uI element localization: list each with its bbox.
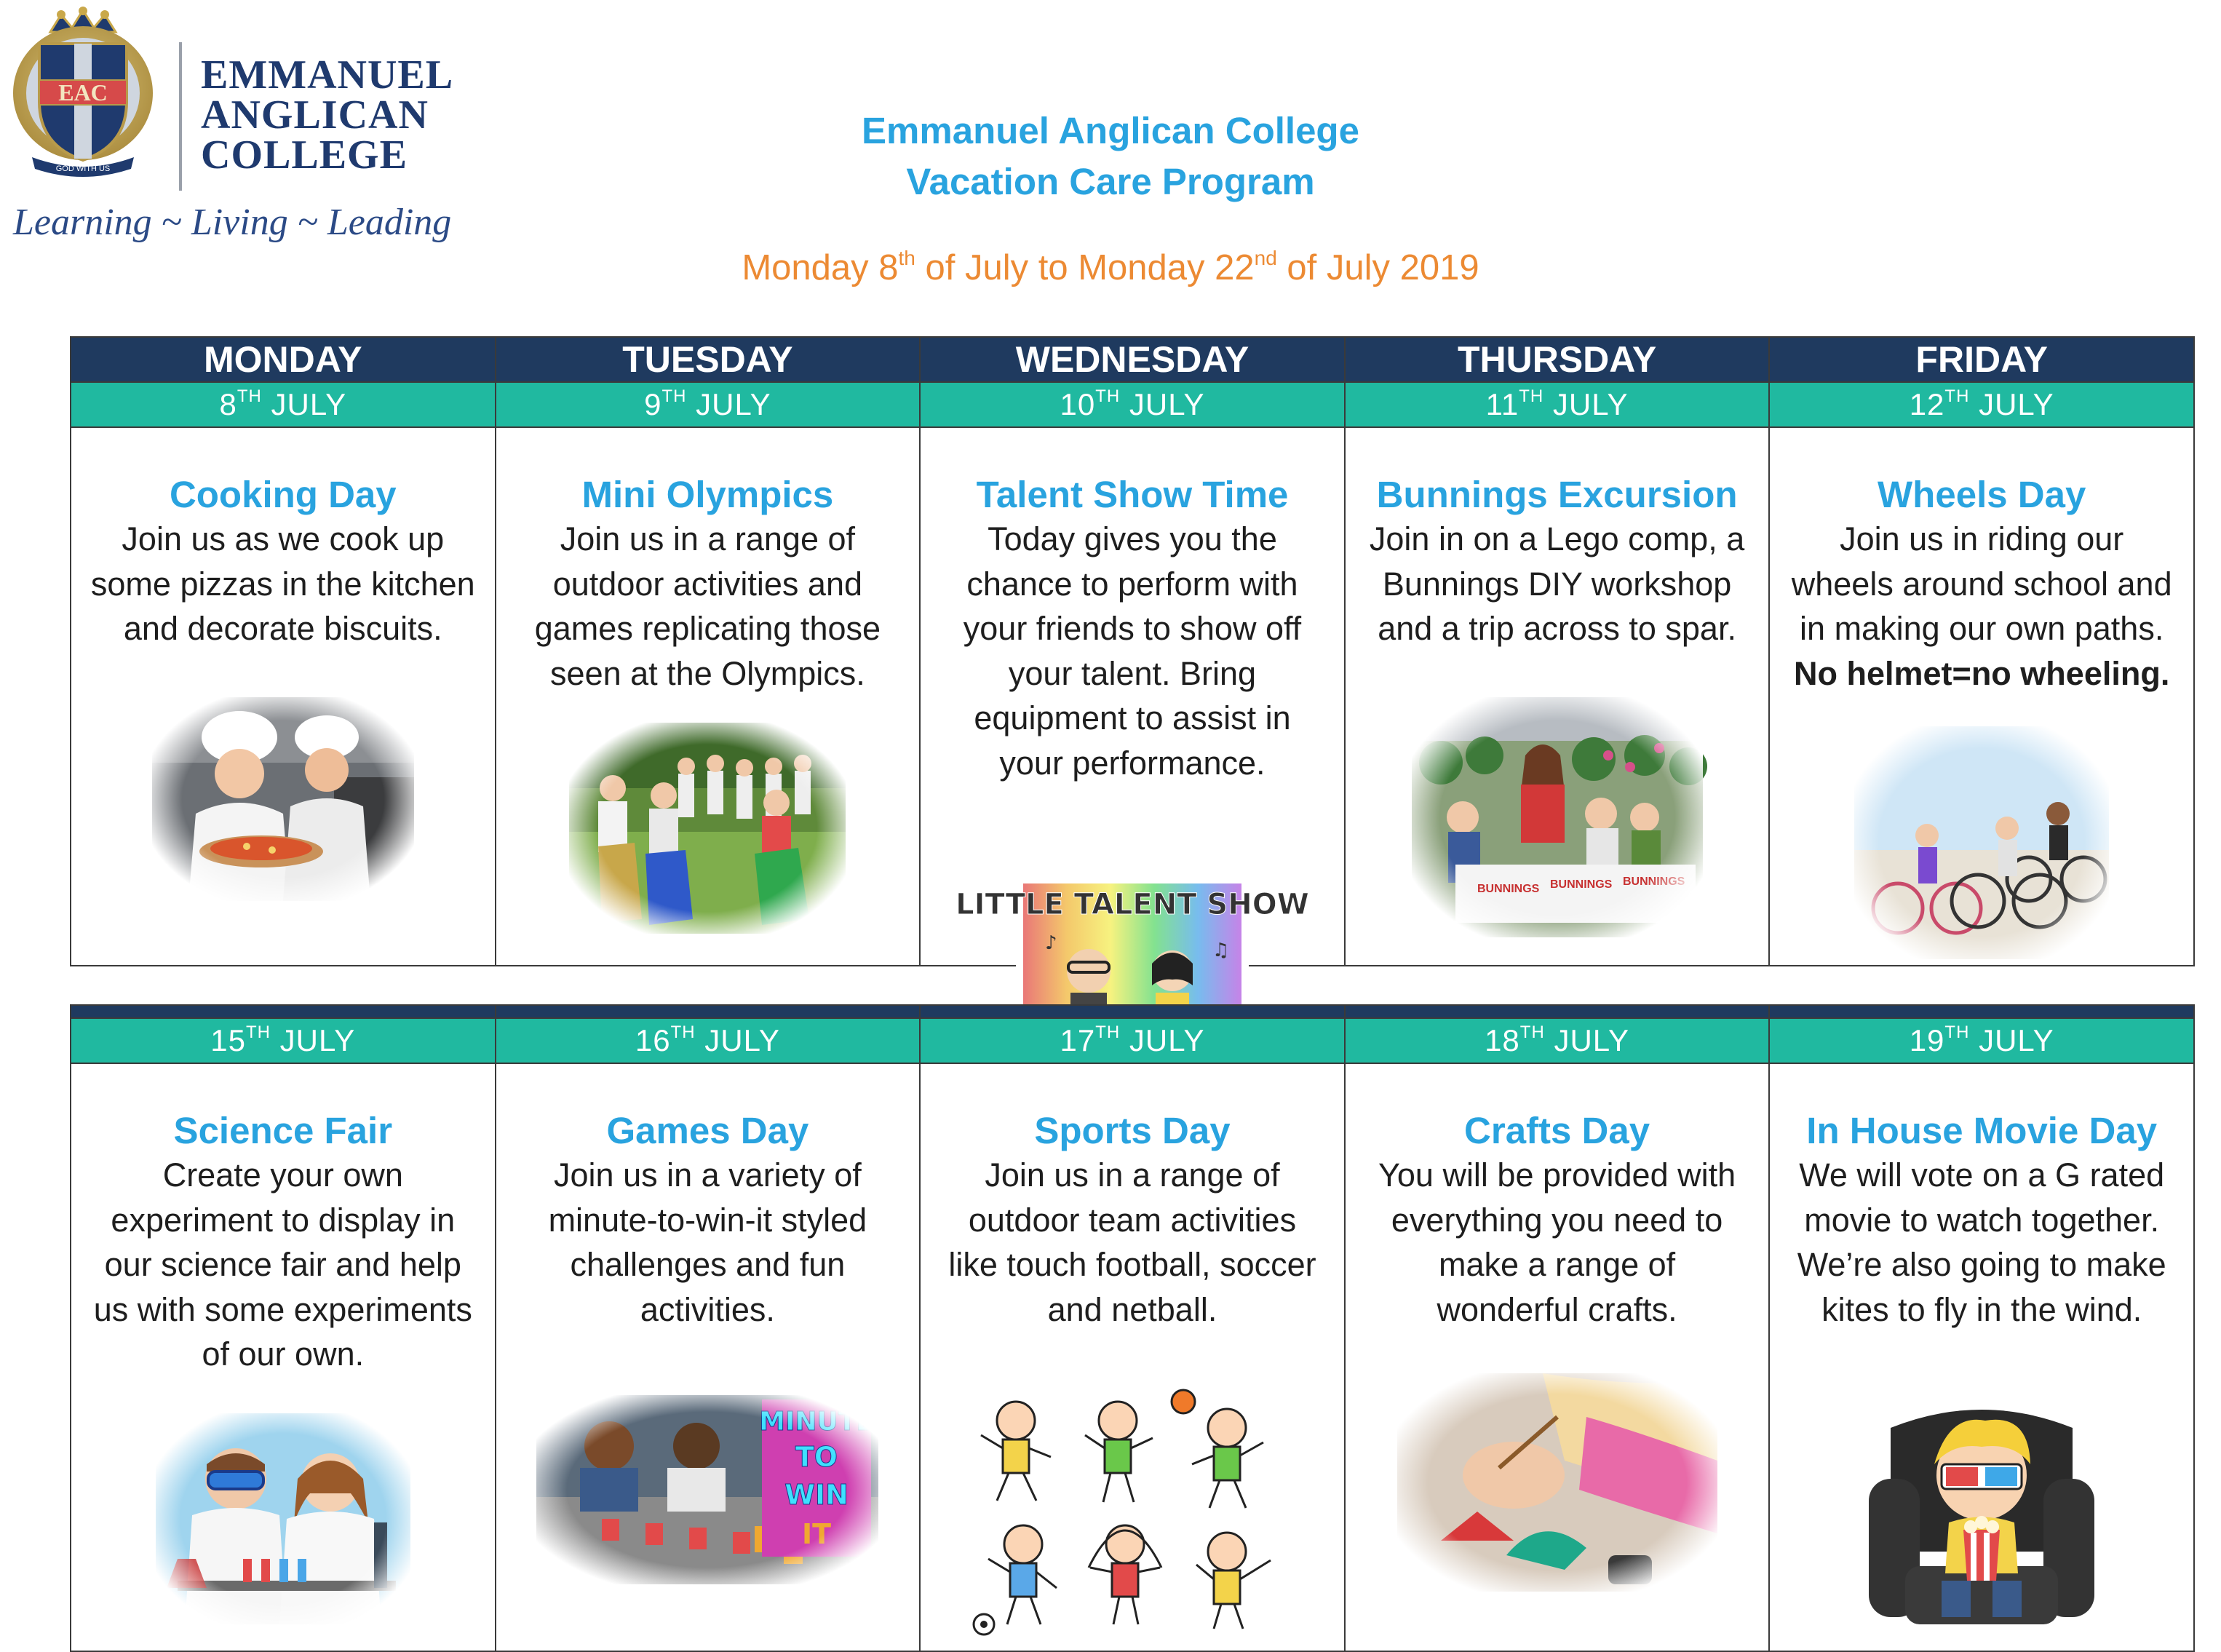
- activity-description: Join us as we cook up some pizzas in the kitchen and decorate biscuits.: [90, 520, 475, 647]
- activity-title: Mini Olympics: [581, 474, 834, 515]
- date-cell: 16TH JULY: [496, 1018, 921, 1063]
- page-subtitle: Vacation Care Program: [906, 161, 1315, 202]
- day-wednesday: WEDNESDAY: [920, 337, 1345, 382]
- activity-title: Science Fair: [173, 1110, 393, 1151]
- activity-title: Wheels Day: [1878, 474, 2086, 515]
- crest-icon: [10, 7, 156, 182]
- svg-text:♫: ♫: [1212, 940, 1230, 961]
- activity-row: [71, 1063, 2194, 1651]
- date-cell: 19TH JULY: [1769, 1018, 2194, 1063]
- kids-science-lab-photo: [156, 1413, 410, 1624]
- cartoon-boy-3d-glasses-popcorn: [1862, 1384, 2102, 1632]
- day-monday: MONDAY: [71, 337, 496, 382]
- cartoon-kids-sports-illustration: [965, 1377, 1300, 1639]
- activity-title: Games Day: [606, 1110, 809, 1151]
- date-cell: 15TH JULY: [71, 1018, 496, 1063]
- activity-title: Cooking Day: [169, 474, 397, 515]
- date-cell: 8TH JULY: [71, 382, 496, 427]
- date-cell: 11TH JULY: [1345, 382, 1770, 427]
- date-range: Monday 8th of July to Monday 22nd of July 2019: [742, 247, 1479, 287]
- week-2-header-bar: [71, 1005, 2194, 1018]
- date-row: [71, 1018, 2194, 1063]
- date-cell: 17TH JULY: [920, 1018, 1345, 1063]
- activity-cell: [496, 1063, 921, 1651]
- activity-cell: [71, 1063, 496, 1651]
- college-tagline: Learning ~ Living ~ Leading: [13, 202, 452, 243]
- bunnings-workshop-photo: [1412, 697, 1703, 937]
- week-2-table: [70, 1004, 2195, 1652]
- date-cell: 9TH JULY: [496, 382, 921, 427]
- activity-description: Join us in a range of outdoor team activities like touch football, soccer and netball.: [948, 1156, 1316, 1328]
- date-row: [71, 382, 2194, 427]
- minute-to-win-it-photo: [536, 1395, 878, 1584]
- activity-title: Sports Day: [1034, 1110, 1231, 1151]
- week-1-table: [70, 336, 2195, 966]
- svg-text:♪: ♪: [1044, 932, 1057, 954]
- activity-description: Today gives you the chance to perform with your friends to show off your talent. Bring equipment to assist in your performance.: [963, 520, 1302, 782]
- activity-cell: [1345, 427, 1770, 966]
- date-cell: 18TH JULY: [1345, 1018, 1770, 1063]
- activity-cell: [1769, 1063, 2194, 1651]
- college-name: EMMANUEL ANGLICAN COLLEGE: [201, 52, 454, 178]
- activity-title: Crafts Day: [1464, 1110, 1650, 1151]
- activity-description: Join in on a Lego comp, a Bunnings DIY workshop and a trip across to spar.: [1369, 520, 1745, 647]
- activity-description: Join us in a range of outdoor activities and games replicating those seen at the Olympics.: [534, 520, 881, 692]
- day-friday: FRIDAY: [1769, 337, 2194, 382]
- activity-description: Create your own experiment to display in our science fair and help us with some experiments of our own.: [93, 1156, 472, 1373]
- activity-title: Bunnings Excursion: [1376, 474, 1738, 515]
- activity-cell: [71, 427, 496, 966]
- svg-text:GOD WITH US: GOD WITH US: [55, 164, 111, 173]
- day-header-row: [71, 337, 2194, 382]
- day-thursday: THURSDAY: [1345, 337, 1770, 382]
- svg-text:LITTLE TALENT SHOW: LITTLE TALENT SHOW: [955, 888, 1309, 921]
- activity-description: Join us in a variety of minute-to-win-it styled challenges and fun activities.: [548, 1156, 867, 1328]
- activity-cell: [1769, 427, 2194, 966]
- kids-cooking-pizza-photo: [152, 697, 414, 901]
- activity-cell: [920, 427, 1345, 966]
- svg-text:EAC: EAC: [58, 79, 108, 106]
- activity-description: You will be provided with everything you need to make a range of wonderful crafts.: [1378, 1156, 1736, 1328]
- page-title: Emmanuel Anglican College: [862, 110, 1359, 151]
- activity-description: We will vote on a G rated movie to watch together. We’re also going to make kites to fly in the wind.: [1797, 1156, 2166, 1328]
- day-tuesday: TUESDAY: [496, 337, 921, 382]
- activity-description: Join us in riding our wheels around school and in making our own paths. No helmet=no wheeling.: [1791, 520, 2172, 692]
- activity-row: [71, 427, 2194, 966]
- activity-cell: [1345, 1063, 1770, 1651]
- activity-title: In House Movie Day: [1806, 1110, 2158, 1151]
- kids-riding-bikes-photo: [1854, 726, 2109, 959]
- activity-title: Talent Show Time: [976, 474, 1289, 515]
- date-cell: 12TH JULY: [1769, 382, 2194, 427]
- activity-cell: [920, 1063, 1345, 1651]
- date-cell: 10TH JULY: [920, 382, 1345, 427]
- child-painting-crafts-photo: [1397, 1373, 1717, 1592]
- activity-cell: [496, 427, 921, 966]
- kids-sack-race-photo: [569, 723, 846, 934]
